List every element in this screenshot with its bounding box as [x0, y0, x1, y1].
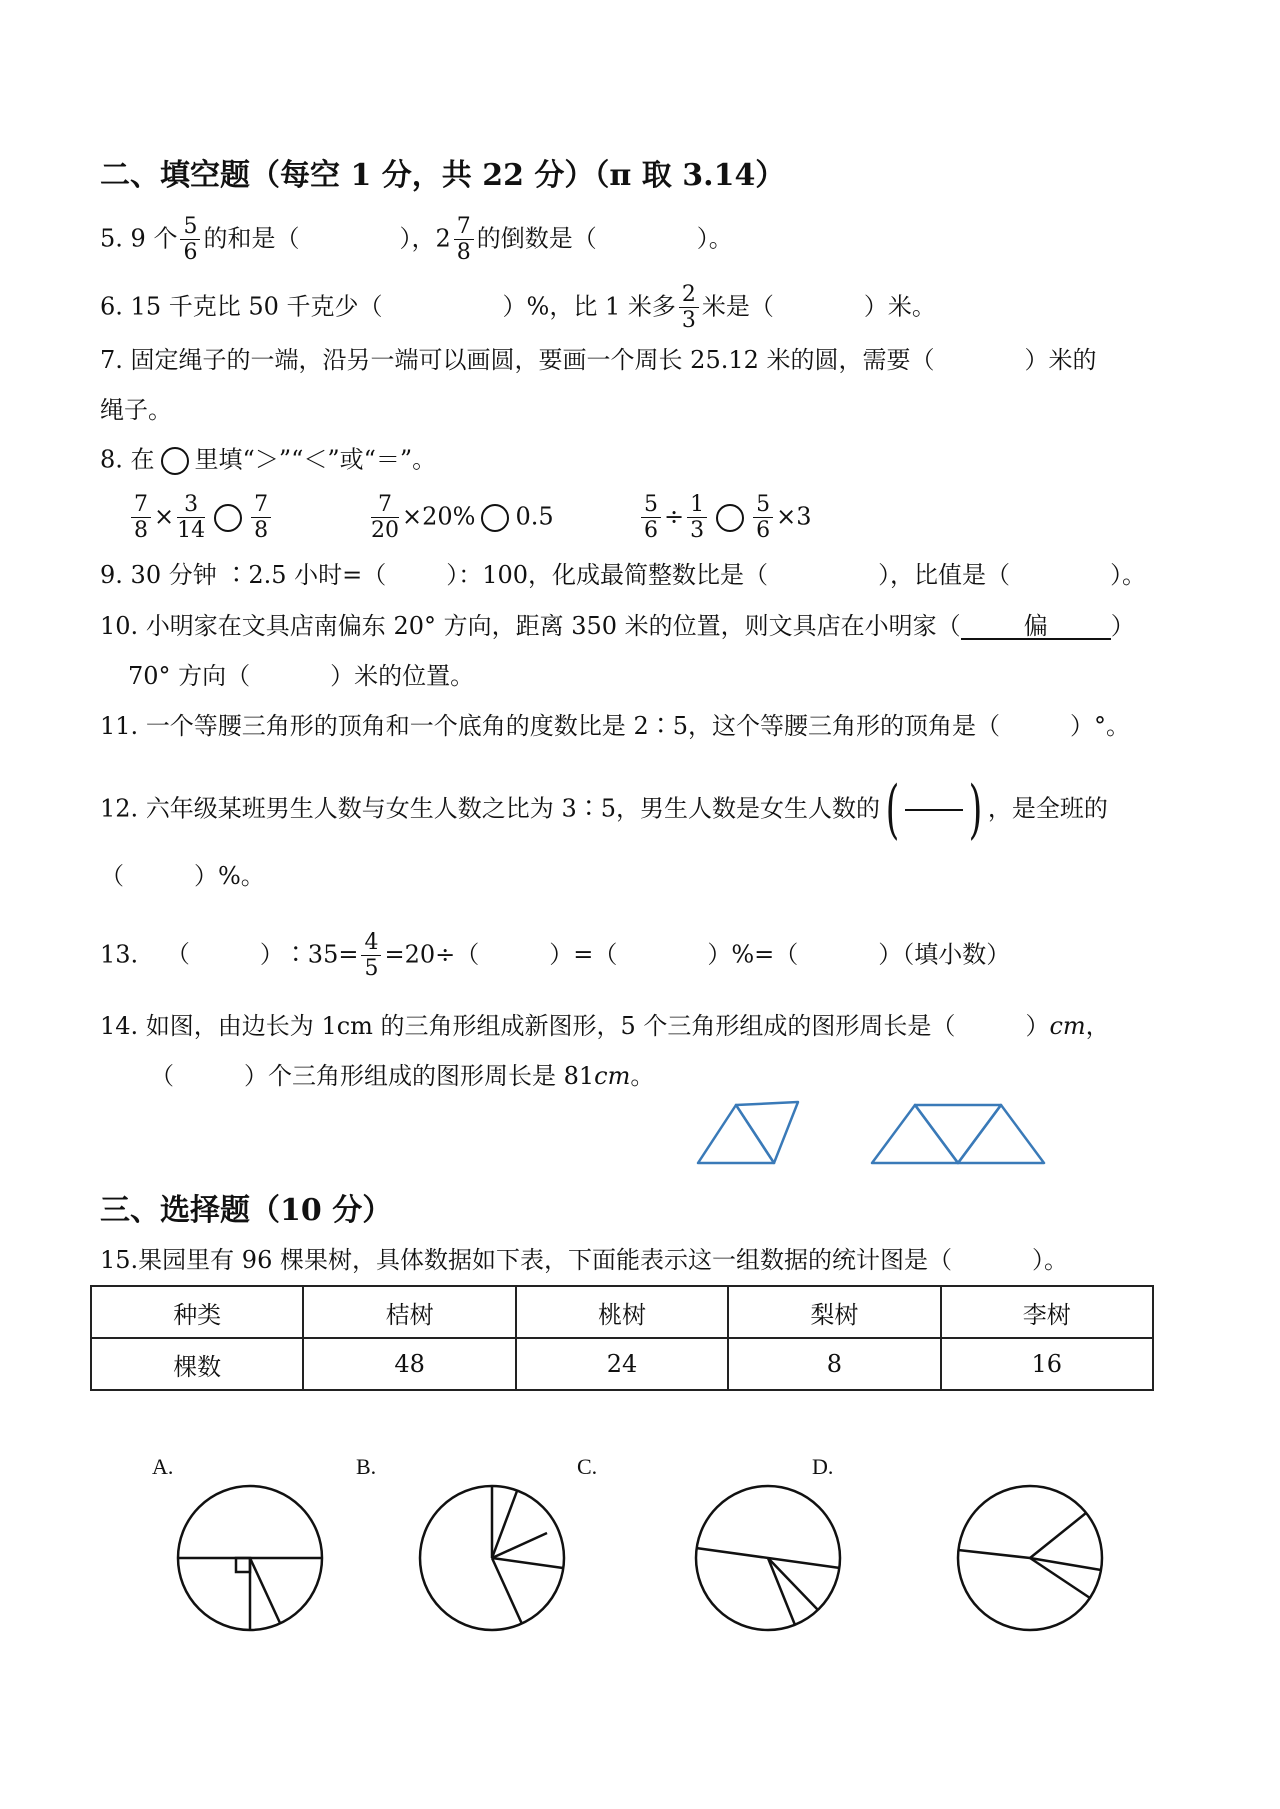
- pie-option-a[interactable]: [170, 1478, 330, 1638]
- unit-cm: cm: [1049, 1012, 1086, 1040]
- unit-cm: cm: [594, 1062, 631, 1090]
- q8-expression-3: [638, 492, 812, 544]
- question-6: [100, 282, 936, 334]
- denominator: 8: [456, 240, 471, 266]
- q11-text-a: 一个等腰三角形的顶角和一个底角的度数比是 2∶5，这个等腰三角形的顶角是（: [145, 712, 1000, 740]
- triangle-figure-4: [915, 1105, 1001, 1163]
- q15-text: 果园里有 96 棵果树，具体数据如下表，下面能表示这一组数据的统计图是（: [138, 1246, 952, 1274]
- table-row: [91, 1338, 1153, 1390]
- q11-text-b: ）°。: [1069, 712, 1130, 740]
- triangle-figure-3: [872, 1105, 958, 1163]
- q13-text-f: ）（填小数）: [878, 940, 1011, 969]
- question-number: 11.: [100, 712, 139, 740]
- q5-text-d: 的倒数是（: [476, 224, 597, 253]
- pie-option-c[interactable]: [688, 1478, 848, 1638]
- table-cell: 梨树: [728, 1286, 940, 1338]
- option-c-label[interactable]: C.: [577, 1454, 598, 1479]
- operator: ×3: [776, 502, 812, 531]
- table-cell: 48: [303, 1338, 515, 1390]
- q7-continued: 绳子。: [100, 396, 172, 424]
- numerator: 5: [641, 492, 661, 518]
- q10-text-c: 70° 方向（: [128, 662, 251, 690]
- q13-text-c: =20÷（: [384, 940, 480, 969]
- denominator: 6: [644, 518, 658, 544]
- q6-text-b: ）%，比 1 米多: [502, 292, 676, 321]
- pie-option-b[interactable]: [412, 1478, 572, 1638]
- denominator: 3: [681, 308, 696, 334]
- denominator: 20: [371, 518, 399, 544]
- question-number: 13.: [100, 940, 139, 969]
- question-number: 9.: [100, 561, 123, 589]
- q14-text-a: 如图，由边长为 1cm 的三角形组成新图形，5 个三角形组成的图形周长是（: [145, 1012, 956, 1040]
- q12-text-c: （: [100, 862, 124, 890]
- q8-text-a: 在: [130, 445, 155, 474]
- section-2-title: 二、填空题（每空 1 分，共 22 分）（π 取 3.14）: [100, 158, 786, 193]
- fraction: [687, 492, 707, 544]
- fraction: [753, 492, 773, 544]
- question-number: 8.: [100, 445, 123, 474]
- compare-circle-1[interactable]: [214, 504, 242, 532]
- question-9: [100, 563, 1146, 587]
- q6-text-d: ）米。: [863, 292, 936, 321]
- compare-circle-2[interactable]: [481, 504, 509, 532]
- table-cell: 桃树: [516, 1286, 728, 1338]
- numerator: 3: [177, 492, 205, 518]
- q8-text-b: 里填“＞”“＜”或“＝”。: [194, 445, 437, 474]
- numerator: 7: [251, 492, 271, 518]
- denominator: 8: [134, 518, 148, 544]
- q9-text-c: ），比值是（: [878, 561, 1011, 589]
- data-table: [90, 1285, 1154, 1391]
- question-number: 6.: [100, 292, 123, 321]
- q12-text-a: 六年级某班男生人数与女生人数之比为 3∶5，男生人数是女生人数的: [145, 794, 880, 823]
- numerator: 7: [131, 492, 151, 518]
- q7-text-b: ）米的: [1024, 346, 1097, 374]
- option-b-label[interactable]: B.: [356, 1454, 377, 1479]
- question-number: 10.: [100, 612, 139, 640]
- question-number: 14.: [100, 1012, 139, 1040]
- denominator: 3: [690, 518, 705, 544]
- mixed-whole: 2: [435, 224, 451, 253]
- q14-text-c: ，: [1085, 1012, 1110, 1040]
- compare-circle-icon: [161, 447, 189, 475]
- numerator: 7: [371, 492, 399, 518]
- q5-text-b: 的和是（: [203, 224, 300, 253]
- q10-text-d: ）米的位置。: [330, 662, 475, 690]
- numerator: 4: [361, 930, 381, 956]
- q13-text-b: ）∶35=: [259, 940, 359, 969]
- denominator: 6: [756, 518, 771, 544]
- fraction: [177, 492, 205, 544]
- fraction-2-3: [679, 282, 699, 334]
- q12-text-b: ，是全班的: [987, 794, 1108, 823]
- numerator: 5: [753, 492, 773, 518]
- question-5: [100, 214, 733, 266]
- compare-value: 0.5: [515, 502, 554, 531]
- fraction-5-6: [180, 214, 200, 266]
- q6-text-c: 米是（: [701, 292, 774, 321]
- question-13: [100, 930, 1010, 982]
- numerator: 7: [454, 214, 474, 240]
- table-header-row: [91, 1286, 1153, 1338]
- close-paren: ): [968, 773, 983, 847]
- operator: ÷: [664, 502, 685, 531]
- table-cell: 桔树: [303, 1286, 515, 1338]
- denominator: 5: [364, 956, 379, 982]
- q6-text-a: 15 千克比 50 千克少（: [130, 292, 383, 321]
- question-number: 7.: [100, 346, 123, 374]
- fraction-7-8: [454, 214, 474, 266]
- q5-text-e: ）。: [696, 224, 733, 253]
- question-14: [100, 1014, 1110, 1038]
- q5-text-c: ），: [399, 224, 436, 253]
- fraction: [131, 492, 151, 544]
- triangle-figure-2: [736, 1102, 798, 1163]
- table-cell: 24: [516, 1338, 728, 1390]
- q12-continued: [100, 864, 265, 888]
- question-8: [100, 447, 436, 475]
- question-7: [100, 348, 1097, 372]
- numerator: 2: [679, 282, 699, 308]
- q9-text-d: ）。: [1110, 561, 1147, 589]
- fraction-blank[interactable]: [905, 809, 963, 811]
- open-paren: (: [885, 773, 900, 847]
- question-11: [100, 714, 1130, 738]
- denominator: 8: [254, 518, 269, 544]
- question-10: [100, 614, 1135, 640]
- fraction: [251, 492, 271, 544]
- table-cell: 李树: [941, 1286, 1153, 1338]
- triangle-figures: [690, 1095, 1070, 1175]
- table-cell: 棵数: [91, 1338, 303, 1390]
- question-number: 15.: [100, 1246, 139, 1274]
- q13-text-a: （: [165, 940, 190, 969]
- q10-continued: [128, 664, 474, 688]
- triangle-figure-5: [958, 1105, 1044, 1163]
- fraction: [641, 492, 661, 544]
- fraction-4-5: [361, 930, 381, 982]
- option-a-label[interactable]: A.: [152, 1454, 174, 1479]
- denominator: 14: [177, 518, 206, 544]
- q5-text-a: 9 个: [130, 224, 178, 253]
- q12-text-d: ）%。: [194, 862, 265, 890]
- section-3-title: 三、选择题（10 分）: [100, 1193, 393, 1228]
- triangle-figure-1: [698, 1105, 774, 1163]
- question-12: [100, 773, 1108, 847]
- fraction: [371, 492, 399, 544]
- q15-text-end: ）。: [1031, 1246, 1068, 1274]
- question-number: 5.: [100, 224, 123, 253]
- q7-text-a: 固定绳子的一端，沿另一端可以画圆，要画一个周长 25.12 米的圆，需要（: [130, 346, 935, 374]
- q10-text-a: 小明家在文具店南偏东 20° 方向，距离 350 米的位置，则文具店在小明家（: [145, 612, 961, 640]
- q9-text-b: ）：100，化成最简整数比是（: [446, 561, 769, 589]
- q14-continued: [150, 1064, 654, 1088]
- q8-expression-2: [368, 492, 554, 544]
- table-cell: 种类: [91, 1286, 303, 1338]
- q13-text-d: ）=（: [549, 940, 618, 969]
- question-number: 12.: [100, 794, 139, 823]
- pie-option-d[interactable]: [950, 1478, 1110, 1638]
- q14-text-d: （: [150, 1062, 174, 1090]
- operator-percent: ×20%: [402, 502, 476, 531]
- numerator: 1: [687, 492, 707, 518]
- table-cell: 8: [728, 1338, 940, 1390]
- q14-text-f: 。: [630, 1062, 655, 1090]
- q13-text-e: ）%=（: [707, 940, 799, 969]
- table-cell: 16: [941, 1338, 1153, 1390]
- option-d-label[interactable]: D.: [812, 1454, 834, 1479]
- numerator: 5: [180, 214, 200, 240]
- q14-text-e: ）个三角形组成的图形周长是 81: [244, 1062, 595, 1090]
- compare-circle-3[interactable]: [716, 504, 744, 532]
- q9-text-a: 30 分钟 ∶2.5 小时=（: [130, 561, 387, 589]
- question-15: [100, 1248, 1068, 1272]
- q14-text-b: ）: [1025, 1012, 1050, 1040]
- operator: ×: [154, 502, 175, 531]
- denominator: 6: [183, 240, 198, 266]
- q8-expression-1: [128, 492, 274, 544]
- direction-blank[interactable]: 偏: [961, 614, 1111, 640]
- q10-text-b: ）: [1110, 612, 1135, 640]
